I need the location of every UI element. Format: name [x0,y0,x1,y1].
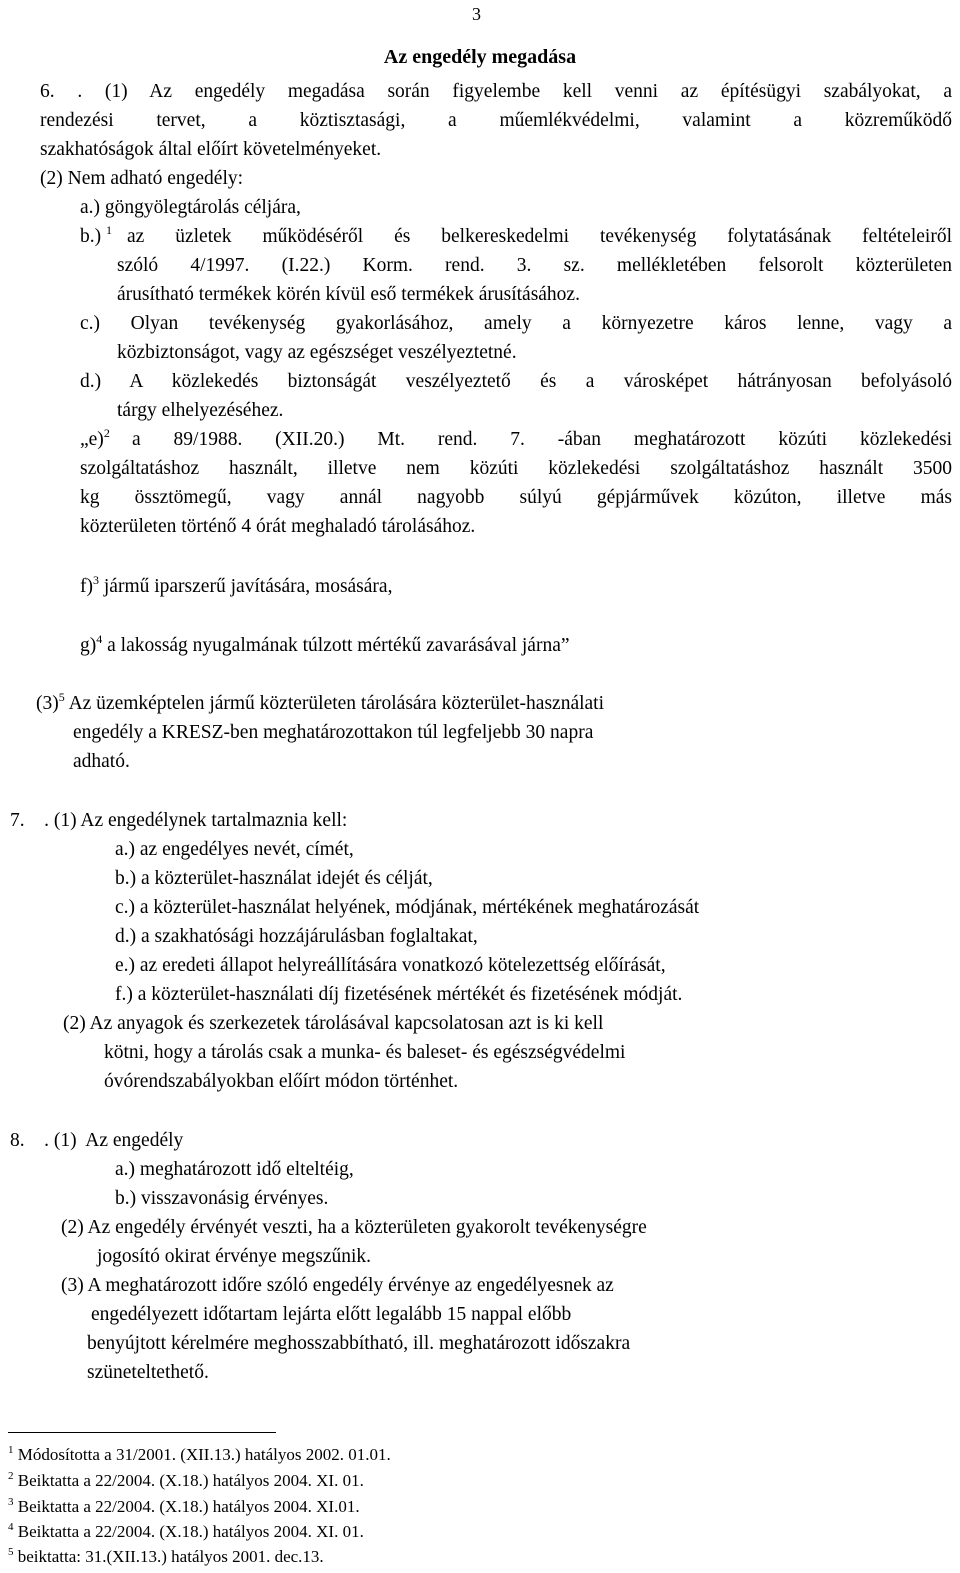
b-prefix: b.) [80,226,102,247]
footnote-text: Beiktatta a 22/2004. (X.18.) hatályos 2004. XI. 01. [17,1522,364,1541]
s7-p2-line3: óvórendszabályokban előírt módon történhet. [104,1071,459,1092]
s8-p3-line2: engedélyezett időtartam lejárta előtt legalább 15 nappal előbb [91,1304,572,1325]
footnote-1 [8,1444,391,1466]
footnote-num: 3 [8,1496,14,1508]
s6-item-c-line2: közbiztonságot, vagy az egészséget veszélyeztetné. [117,342,517,363]
s6-p1-line2: rendezési tervet, a köztisztasági, a műemlékvédelmi, valamint a közreműködő [40,110,952,131]
section-title: Az engedély megadása [383,46,577,68]
s8-p2-line1: (2) Az engedély érvényét veszti, ha a közterületen gyakorolt tevékenységre [61,1217,647,1238]
s7-heading: 7. . (1) Az engedélynek tartalmaznia kell: [10,810,348,831]
s8-p3-line3: benyújtott kérelmére meghosszabbítható, ill. meghatározott időszakra [87,1333,631,1354]
g-prefix: g) [80,635,97,656]
s6-item-e-line1: a 89/1988. (XII.20.) Mt. rend. 7. -ában meghatározott közúti közlekedési [132,429,952,450]
s6-item-b-line2: szóló 4/1997. (I.22.) Korm. rend. 3. sz. mellékletében felsorolt közterületen [117,255,952,276]
footnote-num: 2 [8,1470,14,1482]
footnote-text: Beiktatta a 22/2004. (X.18.) hatályos 2004. XI. 01. [17,1471,364,1490]
footnote-num: 5 [8,1546,14,1558]
s8-p3-line4: szüneteltethető. [87,1362,209,1383]
s7-p2-line2: kötni, hogy a tárolás csak a munka- és baleset- és egészségvédelmi [104,1042,626,1063]
s7-p2-line1: (2) Az anyagok és szerkezetek tárolásával kapcsolatosan azt is ki kell [63,1013,604,1034]
s7-item-a: a.) az engedélyes nevét, címét, [115,839,354,860]
s7-item-f: f.) a közterület-használati díj fizetésének mértékét és fizetésének módját. [115,984,683,1005]
s6-item-b-prefix [80,222,112,251]
g-text: a lakosság nyugalmának túlzott mértékű zavarásával járna” [107,635,570,656]
s6-p3-line2: engedély a KRESZ-ben meghatározottakon túl legfeljebb 30 napra [73,722,594,743]
f-prefix: f) [80,576,93,597]
f-text: jármű iparszerű javítására, mosására, [103,576,393,597]
footnote-separator [8,1432,276,1433]
s8-p3-line1: (3) A meghatározott időre szóló engedély érvénye az engedélyesnek az [61,1275,614,1296]
footnote-text: Módosította a 31/2001. (XII.13.) hatályos 2002. 01.01. [17,1445,391,1464]
s6-item-e-line3: kg össztömegű, vagy annál nagyobb súlyú gépjárművek közúton, illetve más [80,487,952,508]
s6-p2: (2) Nem adható engedély: [40,168,244,189]
s6-item-c-line1: c.) Olyan tevékenység gyakorlásához, amely a környezetre káros lenne, vagy a [80,313,952,334]
s7-item-e: e.) az eredeti állapot helyreállítására vonatkozó kötelezettség előírását, [115,955,666,976]
p3-prefix: (3) [36,693,59,714]
p3-text: Az üzemképtelen jármű közterületen tárolására közterület-használati [68,693,605,714]
s7-item-b: b.) a közterület-használat idejét és célját, [115,868,433,889]
s6-p1-line3: szakhatóságok által előírt követelményeket. [40,139,382,160]
s6-p1-line1: 6. . (1) Az engedély megadása során figyelembe kell venni az építésügyi szabályokat, a [40,81,952,102]
footnote-3 [8,1496,360,1518]
footnote-text: Beiktatta a 22/2004. (X.18.) hatályos 2004. XI.01. [17,1497,360,1516]
s6-item-a: a.) göngyölegtárolás céljára, [80,197,301,218]
s6-item-b-line3: árusítható termékek körén kívül eső termékek árusításához. [117,284,580,305]
footnote-5 [8,1546,324,1568]
s6-item-e-prefix [80,425,110,454]
s8-heading: 8. . (1) Az engedély [10,1130,184,1151]
s6-item-b-line1: az üzletek működéséről és belkereskedelmi tevékenység folytatásának feltételeiről [127,226,952,247]
s7-item-c: c.) a közterület-használat helyének, módjának, mértékének meghatározását [115,897,700,918]
s6-p3-line3: adható. [73,751,130,772]
e-prefix: „e) [80,429,104,450]
footnote-text: beiktatta: 31.(XII.13.) hatályos 2001. dec.13. [17,1547,324,1566]
footnote-ref-1: 1 [106,223,112,237]
footnote-ref-3: 3 [93,573,99,587]
s8-item-b: b.) visszavonásig érvényes. [115,1188,329,1209]
s6-item-d-line1: d.) A közlekedés biztonságát veszélyeztető és a városképet hátrányosan befolyásoló [80,371,952,392]
page-number: 3 [472,4,481,24]
footnote-num: 1 [8,1444,14,1456]
footnote-2 [8,1470,364,1492]
s6-item-d-line2: tárgy elhelyezéséhez. [117,400,284,421]
s8-p2-line2: jogosító okirat érvénye megszűnik. [97,1246,372,1267]
footnote-num: 4 [8,1521,14,1533]
footnote-4 [8,1521,364,1543]
s6-item-e-line4: közterületen történő 4 órát meghaladó tárolásához. [80,516,476,537]
s6-p3-line1 [36,689,604,718]
footnote-ref-4: 4 [96,632,103,646]
s8-item-a: a.) meghatározott idő elteltéig, [115,1159,354,1180]
footnote-ref-5: 5 [58,690,65,704]
s6-item-f [80,572,392,601]
s6-item-g [80,631,570,660]
s7-item-d: d.) a szakhatósági hozzájárulásban foglaltakat, [115,926,478,947]
footnote-ref-2: 2 [103,426,110,440]
s6-item-e-line2: szolgáltatáshoz használt, illetve nem közúti közlekedési szolgáltatáshoz használt 3500 [80,458,952,479]
